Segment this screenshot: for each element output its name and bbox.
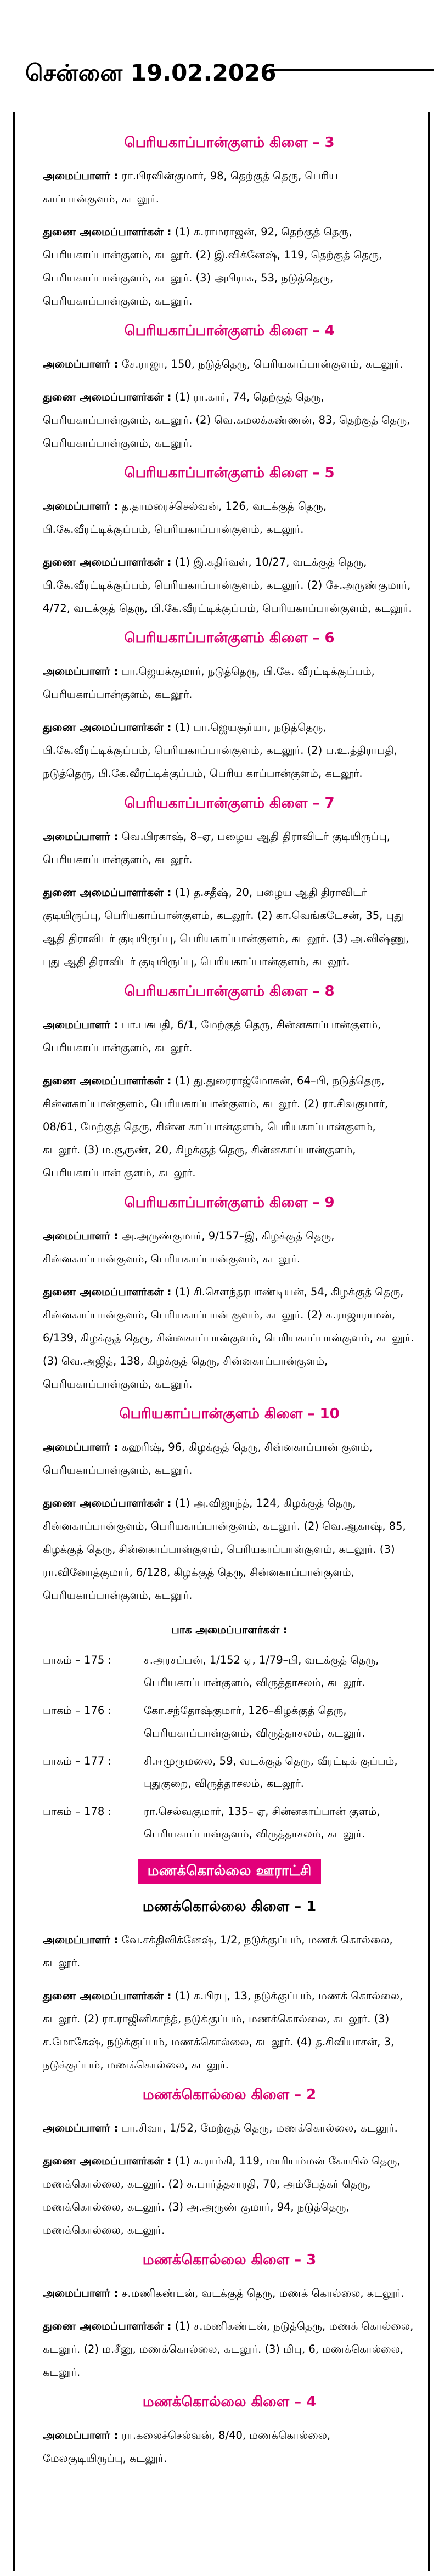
deputies-entry <box>43 1069 416 1185</box>
secretary-text: ரா.பிரவின்குமார், 98, தெற்குத் தெரு, பெரிய காப்பான்குளம், கடலூர். <box>43 170 338 205</box>
union-branch-title: மணக்கொல்லை கிளை – 1 <box>142 1898 317 1915</box>
deputies-text: (1) அ.விஜாந்த், 124, கிழக்குத் தெரு, சின்னகாப்பான்குளம், பெரியகாப்பான்குளம், கடலூர். (2) வெ.ஆகாஷ், 85, கிழக்குத் தெரு, சின்னகாப்பான்குளம், பெரியகாப்பான்குளம், கடலூர். (3) ரா.வினோத்குமார், 6/128, கிழக்குத் தெரு, சின்னகாப்பான்குளம், பெரியகாப்பான்குளம், கடலூர். <box>43 1497 406 1602</box>
secretary-text: சே.ராஜா, 150, நடுத்தெரு, பெரியகாப்பான்குளம், கடலூர். <box>121 358 403 370</box>
branch-section <box>43 1929 416 2077</box>
branch-title: மணக்கொல்லை கிளை – 2 <box>142 2087 317 2103</box>
deputies-text: (1) பா.ஜெயசூர்யா, நடுத்தெரு, பி.கே.வீரட்டிக்குப்பம், பெரியகாப்பான்குளம், கடலூர். (2) ப.உ.த்திராபதி, நடுத்தெரு, பி.கே.வீரட்டிக்குப்பம், பெரிய காப்பான்குளம், கடலூர். <box>43 721 397 780</box>
deputies-entry <box>43 1281 416 1396</box>
branch-title: பெரியகாப்பான்குளம் கிளை – 5 <box>124 465 335 481</box>
booth-text: ரா.செல்வகுமார், 135– ஏ, சின்னகாப்பான் குளம், பெரியகாப்பான்குளம், விருத்தாசலம், கடலூர். <box>144 1805 380 1840</box>
secretary-entry <box>43 2117 416 2140</box>
branch-title: பெரியகாப்பான்குளம் கிளை – 4 <box>124 323 335 339</box>
article-column <box>13 112 430 2571</box>
secretary-entry <box>43 165 416 211</box>
secretary-label: அமைப்பாளர் : <box>43 2287 119 2299</box>
secretary-text: பா.சிவா, 1/52, மேற்குத் தெரு, மணக்கொல்லை, கடலூர். <box>121 2122 398 2134</box>
city-date-title: சென்னை 19.02.2026 <box>25 59 277 86</box>
secretary-entry <box>43 1013 416 1059</box>
secretary-entry <box>43 353 416 376</box>
secretary-label: அமைப்பாளர் : <box>43 2429 119 2442</box>
secretary-entry <box>43 825 416 871</box>
deputies-entry <box>43 2315 416 2384</box>
booth-row <box>43 1699 416 1744</box>
secretary-label: அமைப்பாளர் : <box>43 358 119 370</box>
deputies-text: (1) சு.பிரபு, 13, நடுக்குப்பம், மணக் கொல்லை, கடலூர். (2) ரா.ராஜினிகாந்த், நடுக்குப்பம், மணக்கொல்லை, கடலூர். (3) ச.மோகேஷ், நடுக்குப்பம், மணக்கொல்லை, கடலூர். (4) த.சிவியாசன், 3, நடுக்குப்பம், மணக்கொல்லை, கடலூர். <box>43 1989 403 2071</box>
booth-number: பாகம் – 175 : <box>43 1654 111 1666</box>
secretary-label: அமைப்பாளர் : <box>43 830 119 843</box>
booth-text: சி.ஈமுருமலை, 59, வடக்குத் தெரு, வீரட்டிக் குப்பம், புதுகுறை, விருத்தாசலம், கடலூர். <box>144 1755 398 1790</box>
deputies-text: (1) சு.ராமராஜன், 92, தெற்குத் தெரு, பெரியகாப்பான்குளம், கடலூர். (2) இ.விக்னேஷ், 119, தெற்குத் தெரு, பெரியகாப்பான்குளம், கடலூர். (3) அபிராசு, 53, நடுத்தெரு, பெரியகாப்பான்குளம், கடலூர். <box>43 226 382 307</box>
deputies-text: (1) சி.சௌந்தரபாண்டியன், 54, கிழக்குத் தெரு, சின்னகாப்பான்குளம், பெரியகாப்பான் குளம், கடலூர். (2) சு.ராஜாராமன், 6/139, கிழக்குத் தெரு, சின்னகாப்பான்குளம், பெரியகாப்பான்குளம், கடலூர். (3) வெ.அஜித், 138, கிழக்குத் தெரு, சின்னகாப்பான்குளம், பெரியகாப்பான்குளம், கடலூர். <box>43 1286 414 1390</box>
secretary-label: அமைப்பாளர் : <box>43 665 119 678</box>
secretary-text: வெ.பிரகாஷ், 8–ஏ, பழைய ஆதி திராவிடர் குடியிருப்பு, பெரியகாப்பான்குளம், கடலூர். <box>43 830 390 866</box>
branch-section <box>43 2252 416 2384</box>
branch-section <box>43 630 416 785</box>
secretary-entry <box>43 1929 416 1975</box>
deputies-entry <box>43 1492 416 1607</box>
branch-section <box>43 1194 416 1396</box>
header-rule <box>269 69 434 71</box>
branch-title: பெரியகாப்பான்குளம் கிளை – 6 <box>124 630 335 646</box>
branch-section <box>43 983 416 1185</box>
deputies-label: துணை அமைப்பாளர்கள் : <box>43 1074 172 1087</box>
booth-text: கோ.சந்தோஷ்குமார், 126–கிழக்குத் தெரு, பெரியகாப்பான்குளம், விருத்தாசலம், கடலூர். <box>144 1704 365 1739</box>
booth-row <box>43 1750 416 1795</box>
secretary-text: ரா.கலைச்செல்வன், 8/40, மணக்கொல்லை, மேலகுடியிருப்பு, கடலூர். <box>43 2429 331 2465</box>
secretary-text: அ.அருண்குமார், 9/157–இ, கிழக்குத் தெரு, சின்னகாப்பான்குளம், பெரியகாப்பான்குளம், கடலூர். <box>43 1230 335 1265</box>
branch-title: மணக்கொல்லை கிளை – 3 <box>142 2252 317 2268</box>
deputies-text: (1) சு.ராம்கி, 119, மாரியம்மன் கோயில் தெரு, மணக்கொல்லை, கடலூர். (2) சு.பார்த்தசாரதி, 70, அம்பேத்கர் தெரு, மணக்கொல்லை, கடலூர். (3) அ.அருண் குமார், 94, நடுத்தெரு, மணக்கொல்லை, கடலூர். <box>43 2155 401 2236</box>
branch-title: பெரியகாப்பான்குளம் கிளை – 8 <box>124 983 335 1000</box>
branch-section <box>43 2087 416 2242</box>
deputies-entry <box>43 551 416 620</box>
deputies-label: துணை அமைப்பாளர்கள் : <box>43 886 172 899</box>
deputies-label: துணை அமைப்பாளர்கள் : <box>43 391 172 403</box>
branch-section <box>43 1406 416 1607</box>
branch-section <box>43 134 416 313</box>
deputies-label: துணை அமைப்பாளர்கள் : <box>43 1497 172 1509</box>
booth-row <box>43 1649 416 1694</box>
deputies-label: துணை அமைப்பாளர்கள் : <box>43 2155 172 2167</box>
union-banner <box>43 1859 416 1884</box>
booth-list <box>43 1624 416 1845</box>
secretary-text: வே.சக்திவிக்னேஷ், 1/2, நடுக்குப்பம், மணக் கொல்லை, கடலூர். <box>43 1934 393 1969</box>
deputies-text: (1) இ.கதிர்வள், 10/27, வடக்குத் தெரு, பி.கே.வீரட்டிக்குப்பம், பெரியகாப்பான்குளம், கடலூர். (2) சே.அருண்குமார், 4/72, வடக்குத் தெரு, பி.கே.வீரட்டிக்குப்பம், பெரியகாப்பான்குளம், கடலூர். <box>43 556 412 615</box>
deputies-label: துணை அமைப்பாளர்கள் : <box>43 556 172 568</box>
secretary-entry <box>43 660 416 706</box>
deputies-label: துணை அமைப்பாளர்கள் : <box>43 2320 172 2332</box>
secretary-entry <box>43 2282 416 2305</box>
deputies-entry <box>43 716 416 785</box>
branch-title: மணக்கொல்லை கிளை – 4 <box>142 2394 317 2410</box>
branch-title: பெரியகாப்பான்குளம் கிளை – 3 <box>124 134 335 151</box>
deputies-text: (1) த.சதீஷ், 20, பழைய ஆதி திராவிடர் குடியிருப்பு, பெரியகாப்பான்குளம், கடலூர். (2) கா.வெங்கடேசன், 35, புது ஆதி திராவிடர் குடியிருப்பு, பெரியகாப்பான்குளம், கடலூர். (3) அ.விஷ்ணு, புது ஆதி திராவிடர் குடியிருப்பு, பெரியகாப்பான்குளம், கடலூர். <box>43 886 409 968</box>
deputies-label: துணை அமைப்பாளர்கள் : <box>43 1286 172 1298</box>
branch-section <box>43 465 416 620</box>
deputies-entry <box>43 1985 416 2077</box>
secretary-entry <box>43 1225 416 1271</box>
secretary-text: கஹரிஷ், 96, கிழக்குத் தெரு, சின்னகாப்பான் குளம், பெரியகாப்பான்குளம், கடலூர். <box>43 1441 373 1476</box>
deputies-text: (1) து.துரைராஜ்மோகன், 64–பி, நடுத்தெரு, சின்னகாப்பான்குளம், பெரியகாப்பான்குளம், கடலூர். (2) ரா.சிவகுமார், 08/61, மேற்குத் தெரு, சின்ன காப்பான்குளம், பெரியகாப்பான்குளம், கடலூர். (3) ம.சூருண், 20, கிழக்குத் தெரு, சின்னகாப்பான்குளம், பெரியகாப்பான் குளம், கடலூர். <box>43 1074 389 1179</box>
branch-section <box>43 323 416 455</box>
booth-text: ச.அரசப்பன், 1/152 ஏ, 1/79–பி, வடக்குத் தெரு, பெரியகாப்பான்குளம், விருத்தாசலம், கடலூர். <box>144 1654 379 1689</box>
branch-section <box>43 795 416 973</box>
branch-title: பெரியகாப்பான்குளம் கிளை – 7 <box>124 795 335 811</box>
secretary-label: அமைப்பாளர் : <box>43 1018 119 1031</box>
secretary-label: அமைப்பாளர் : <box>43 1934 119 1946</box>
deputies-label: துணை அமைப்பாளர்கள் : <box>43 721 172 734</box>
booth-list-title: பாக அமைப்பாளர்கள் : <box>171 1624 288 1636</box>
booth-row <box>43 1800 416 1845</box>
secretary-entry <box>43 495 416 541</box>
secretary-label: அமைப்பாளர் : <box>43 1441 119 1453</box>
branch-sections-b <box>43 1929 416 2470</box>
deputies-entry <box>43 2150 416 2242</box>
page-header <box>0 0 439 86</box>
deputies-text: (1) ச.மணிகண்டன், நடுத்தெரு, மணக் கொல்லை, கடலூர். (2) ம.சீனு, மணக்கொல்லை, கடலூர். (3) மிபு, 6, மணக்கொல்லை, கடலூர். <box>43 2320 414 2378</box>
deputies-entry <box>43 221 416 313</box>
secretary-text: பா.ஜெயக்குமார், நடுத்தெரு, பி.கே. வீரட்டிக்குப்பம், பெரியகாப்பான்குளம், கடலூர். <box>43 665 375 701</box>
secretary-label: அமைப்பாளர் : <box>43 170 119 182</box>
secretary-entry <box>43 2424 416 2470</box>
booth-number: பாகம் – 177 : <box>43 1755 111 1767</box>
secretary-label: அமைப்பாளர் : <box>43 2122 119 2134</box>
deputies-entry <box>43 386 416 455</box>
secretary-text: த.தாமரைச்செல்வன், 126, வடக்குத் தெரு, பி.கே.வீரட்டிக்குப்பம், பெரியகாப்பான்குளம், கடலூர். <box>43 500 327 536</box>
secretary-text: ச.மணிகண்டன், வடக்குத் தெரு, மணக் கொல்லை, கடலூர். <box>121 2287 405 2299</box>
deputies-label: துணை அமைப்பாளர்கள் : <box>43 1989 172 2002</box>
secretary-text: பா.பசுபதி, 6/1, மேற்குத் தெரு, சின்னகாப்பான்குளம், பெரியகாப்பான்குளம், கடலூர். <box>43 1018 381 1054</box>
booth-number: பாகம் – 178 : <box>43 1805 111 1818</box>
deputies-label: துணை அமைப்பாளர்கள் : <box>43 226 172 238</box>
booth-number: பாகம் – 176 : <box>43 1704 111 1717</box>
deputies-text: (1) ரா.கார், 74, தெற்குத் தெரு, பெரியகாப்பான்குளம், கடலூர். (2) வெ.கமலக்கண்ணன், 83, தெற்குத் தெரு, பெரியகாப்பான்குளம், கடலூர். <box>43 391 410 449</box>
branch-title: பெரியகாப்பான்குளம் கிளை – 9 <box>124 1194 335 1211</box>
branch-section <box>43 2394 416 2470</box>
branch-title: பெரியகாப்பான்குளம் கிளை – 10 <box>119 1406 340 1422</box>
union-label: மணக்கொல்லை ஊராட்சி <box>138 1859 322 1884</box>
branch-sections-a <box>43 134 416 1607</box>
secretary-entry <box>43 1436 416 1482</box>
secretary-label: அமைப்பாளர் : <box>43 500 119 512</box>
secretary-label: அமைப்பாளர் : <box>43 1230 119 1242</box>
deputies-entry <box>43 881 416 973</box>
